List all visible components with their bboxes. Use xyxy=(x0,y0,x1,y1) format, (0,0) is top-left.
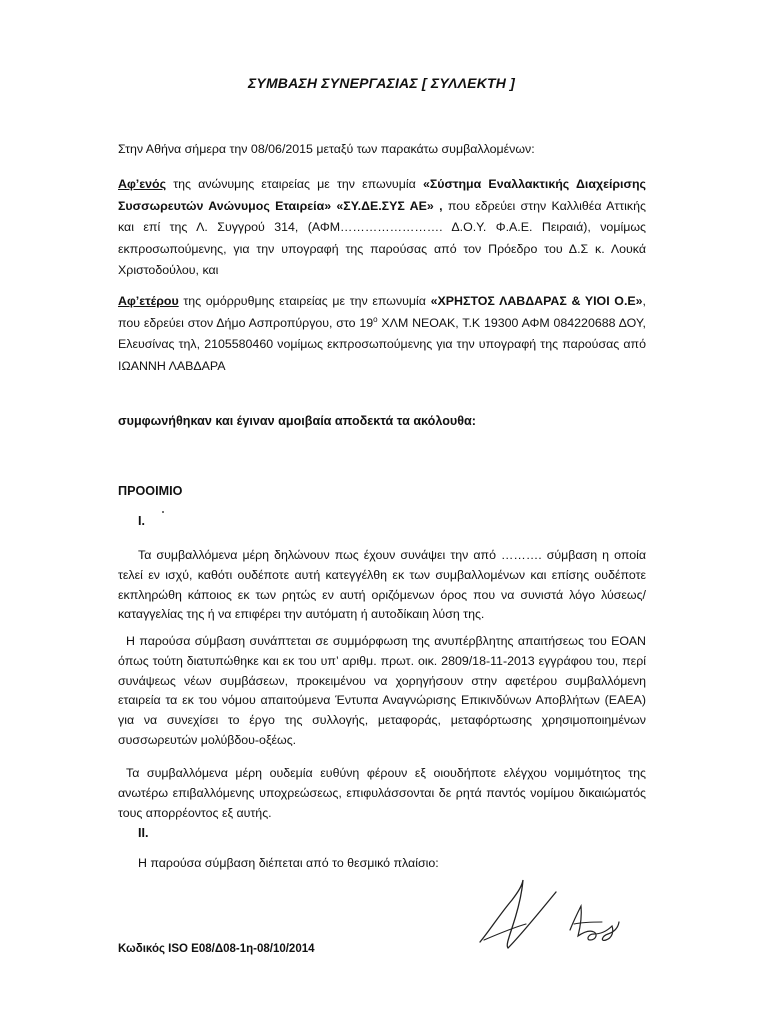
party-a-text-2: που εδρεύει στην Καλλιθέα Αττικής και επί της Λ. Συγγρού 314, (ΑΦΜ……………………. Δ.Ο.Υ. Φ.Α.Ε. Πειραιά), νομίμως εκπροσωπούμενης, για την υπογραφή της παρούσας από τον Πρόεδρο του Δ.Σ κ. Λουκά Χριστοδούλου, και xyxy=(118,198,646,277)
handwritten-signature xyxy=(478,870,638,965)
roman-numeral-1: I. xyxy=(138,514,145,528)
party-b-text-2: , που εδρεύει στον Δήμο Ασπροπύργου, στο 19 xyxy=(118,294,646,330)
paragraph-1 xyxy=(118,546,646,625)
party-b-company-name: «ΧΡΗΣΤΟΣ ΛΑΒΔΑΡΑΣ & ΥΙΟΙ Ο.Ε» xyxy=(430,294,643,308)
party-b-label: Αφ’ετέρου xyxy=(118,294,179,308)
intro-line: Στην Αθήνα σήμερα την 08/06/2015 μεταξύ των παρακάτω συμβαλλομένων: xyxy=(118,142,535,156)
party-b-text-3: ΧΛΜ ΝΕΟΑΚ, Τ.Κ 19300 ΑΦΜ 084220688 ΔΟΥ, Ελευσίνας τηλ, 2105580460 νομίμως εκπροσωπούμενης για την υπογραφή της παρούσας από ΙΩΑΝΝΗ ΛΑΒΔΑΡΑ xyxy=(118,315,647,373)
roman-numeral-2: II. xyxy=(138,826,149,840)
scan-speck xyxy=(162,511,164,513)
iso-code-footer: Κωδικός ISO E08/Δ08-1η-08/10/2014 xyxy=(118,943,315,955)
document-title: ΣΥΜΒΑΣΗ ΣΥΝΕΡΓΑΣΙΑΣ [ ΣΥΛΛΕΚΤΗ ] xyxy=(247,75,516,91)
party-a-paragraph xyxy=(118,174,646,282)
paragraph-1-text: Τα συμβαλλόμενα μέρη δηλώνουν πως έχουν συνάψει την από ………. σύμβαση η οποία τελεί εν ισχύ, καθότι ουδέποτε αυτή κατεγγέλθη εκ των συμβαλλομένων και επίσης ουδέποτε εκπληρώθη κάποιος εκ των ρητώς εν αυτή οριζόμενων όρος που να συνιστά λόγο λύσεως/καταγγελίας της ή να επιφέρει την αυτόματη ή αυτοδίκαιη λύση της. xyxy=(118,548,646,622)
section-heading-prooimio: ΠΡΟΟΙΜΙΟ xyxy=(118,484,183,498)
paragraph-4: Η παρούσα σύμβαση διέπεται από το θεσμικό πλαίσιο: xyxy=(138,856,439,870)
paragraph-2 xyxy=(118,632,646,751)
party-b-superscript: ο xyxy=(373,314,378,324)
agreement-statement: συμφωνήθηκαν και έγιναν αμοιβαία αποδεκτά τα ακόλουθα: xyxy=(118,414,476,428)
party-a-text-1: της ανώνυμης εταιρείας με την επωνυμία xyxy=(166,177,423,191)
paragraph-3-text: Τα συμβαλλόμενα μέρη ουδεμία ευθύνη φέρουν εξ οιουδήποτε ελέγχου νομιμότητος της ανωτέρω επιβαλλόμενης υποχρεώσεως, επιφυλάσσονται δε ρητά παντός νομίμου δικαιώματός τους απορρέοντος εξ αυτής. xyxy=(118,766,646,820)
party-b-paragraph xyxy=(118,291,646,377)
paragraph-2-text: Η παρούσα σύμβαση συνάπτεται σε συμμόρφωση της ανυπέρβλητης απαιτήσεως του ΕΟΑΝ όπως τούτη διατυπώθηκε και εκ του υπ’ αριθμ. πρωτ. οικ. 2809/18-11-2013 εγγράφου του, περί συνάψεως νέων συμβάσεων, προκειμένου να χορηγήσουν στην αφετέρου συμβαλλόμενη εταιρεία τα εκ του νόμου απαιτούμενα Έντυπα Αναγνώρισης Επικινδύνων Αποβλήτων (ΕΑΕΑ) για να συνεχίσει το έργο της συλλογής, μεταφοράς, μεταφόρτωσης χρησιμοποιημένων συσσωρευτών μολύβδου-οξέως. xyxy=(118,634,646,747)
party-a-company-name: «Σύστημα Εναλλακτικής Διαχείρισης Συσσωρευτών Ανώνυμος Εταιρεία» «ΣΥ.ΔΕ.ΣΥΣ ΑΕ» , xyxy=(118,177,646,213)
party-a-label: Αφ’ενός xyxy=(118,177,167,191)
party-b-text-1: της ομόρρυθμης εταιρείας με την επωνυμία xyxy=(178,294,431,308)
paragraph-3 xyxy=(118,764,646,823)
